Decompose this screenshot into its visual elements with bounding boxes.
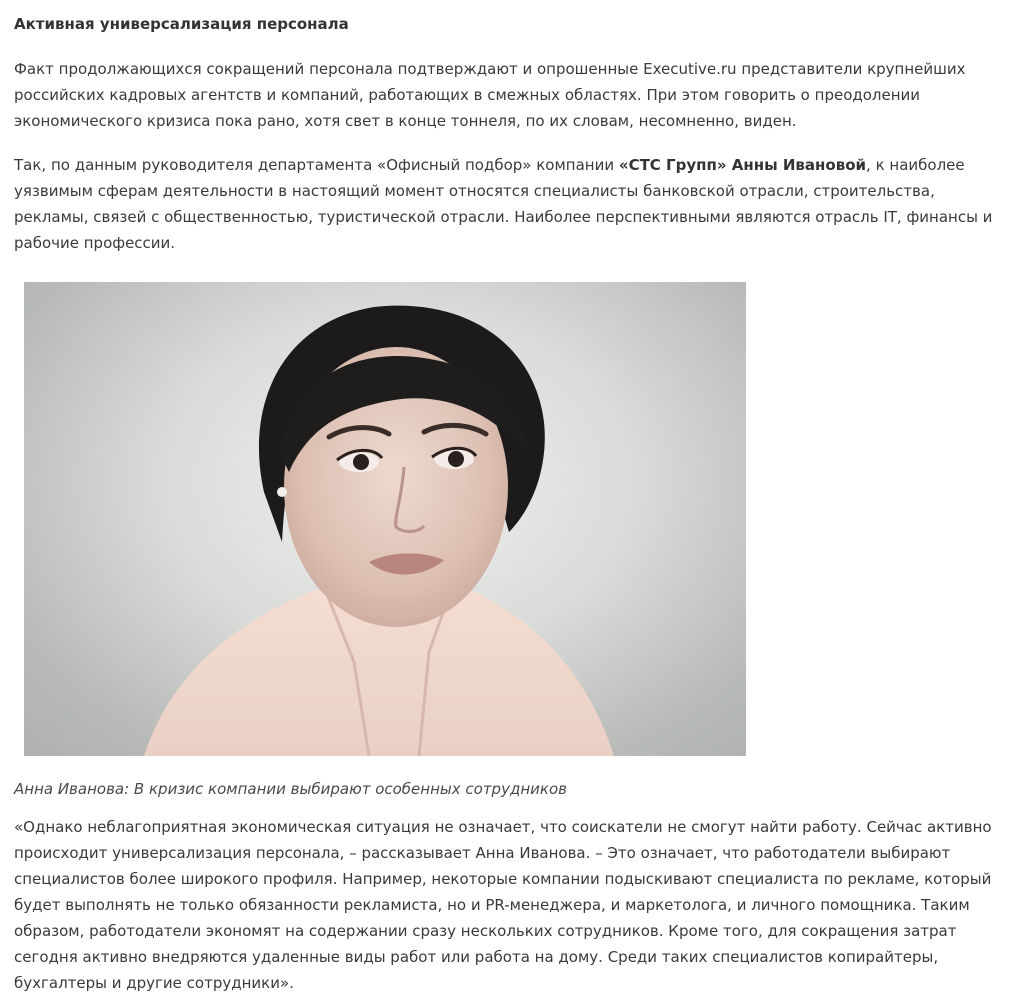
paragraph-quote: «Однако неблагоприятная экономическая ситуация не означает, что соискатели не смогут найти работу. Сейчас активно происходит универсализация персонала, – рассказывает Анна Иванова. – Это означает, что работодатели выбирают специалистов более широкого профиля. Например, некоторые компании подыскивают специалиста по рекламе, который будет выполнять не только обязанности рекламиста, но и PR-менеджера, и маркетолога, и личного помощника. Таким образом, работодатели экономят на содержании сразу нескольких сотрудников. Кроме того, для сокращения затрат сегодня активно внедряются удаленные виды работ или работа на дому. Среди таких специалистов копирайтеры, бухгалтеры и другие сотрудники». [14,818,992,992]
paragraph-expert [14,152,1014,256]
photo-caption: Анна Иванова: В кризис компании выбирают особенных сотрудников [14,780,567,798]
paragraph-expert-text-end: , к наиболее уязвимым сферам деятельности в настоящий момент относятся специалисты банковской отрасли, строительства, рекламы, связей с общественностью, туристической отрасли. Наиболее перспективными являются отрасль IT, финансы и рабочие профессии. [14,156,993,252]
paragraph-expert-text-start: Так, по данным руководителя департамента «Офисный подбор» компании [14,156,619,174]
expert-name-bold: «СТС Групп» Анны Ивановой [618,156,867,174]
article [14,0,1014,996]
portrait-illustration [24,282,746,756]
paragraph-intro: Факт продолжающихся сокращений персонала подтверждают и опрошенные Executive.ru представители крупнейших российских кадровых агентств и компаний, работающих в смежных областях. При этом говорить о преодолении экономического кризиса пока рано, хотя свет в конце тоннеля, по их словам, несомненно, виден. [14,60,966,130]
portrait-photo [24,282,746,756]
article-title: Активная универсализация персонала [14,15,349,33]
